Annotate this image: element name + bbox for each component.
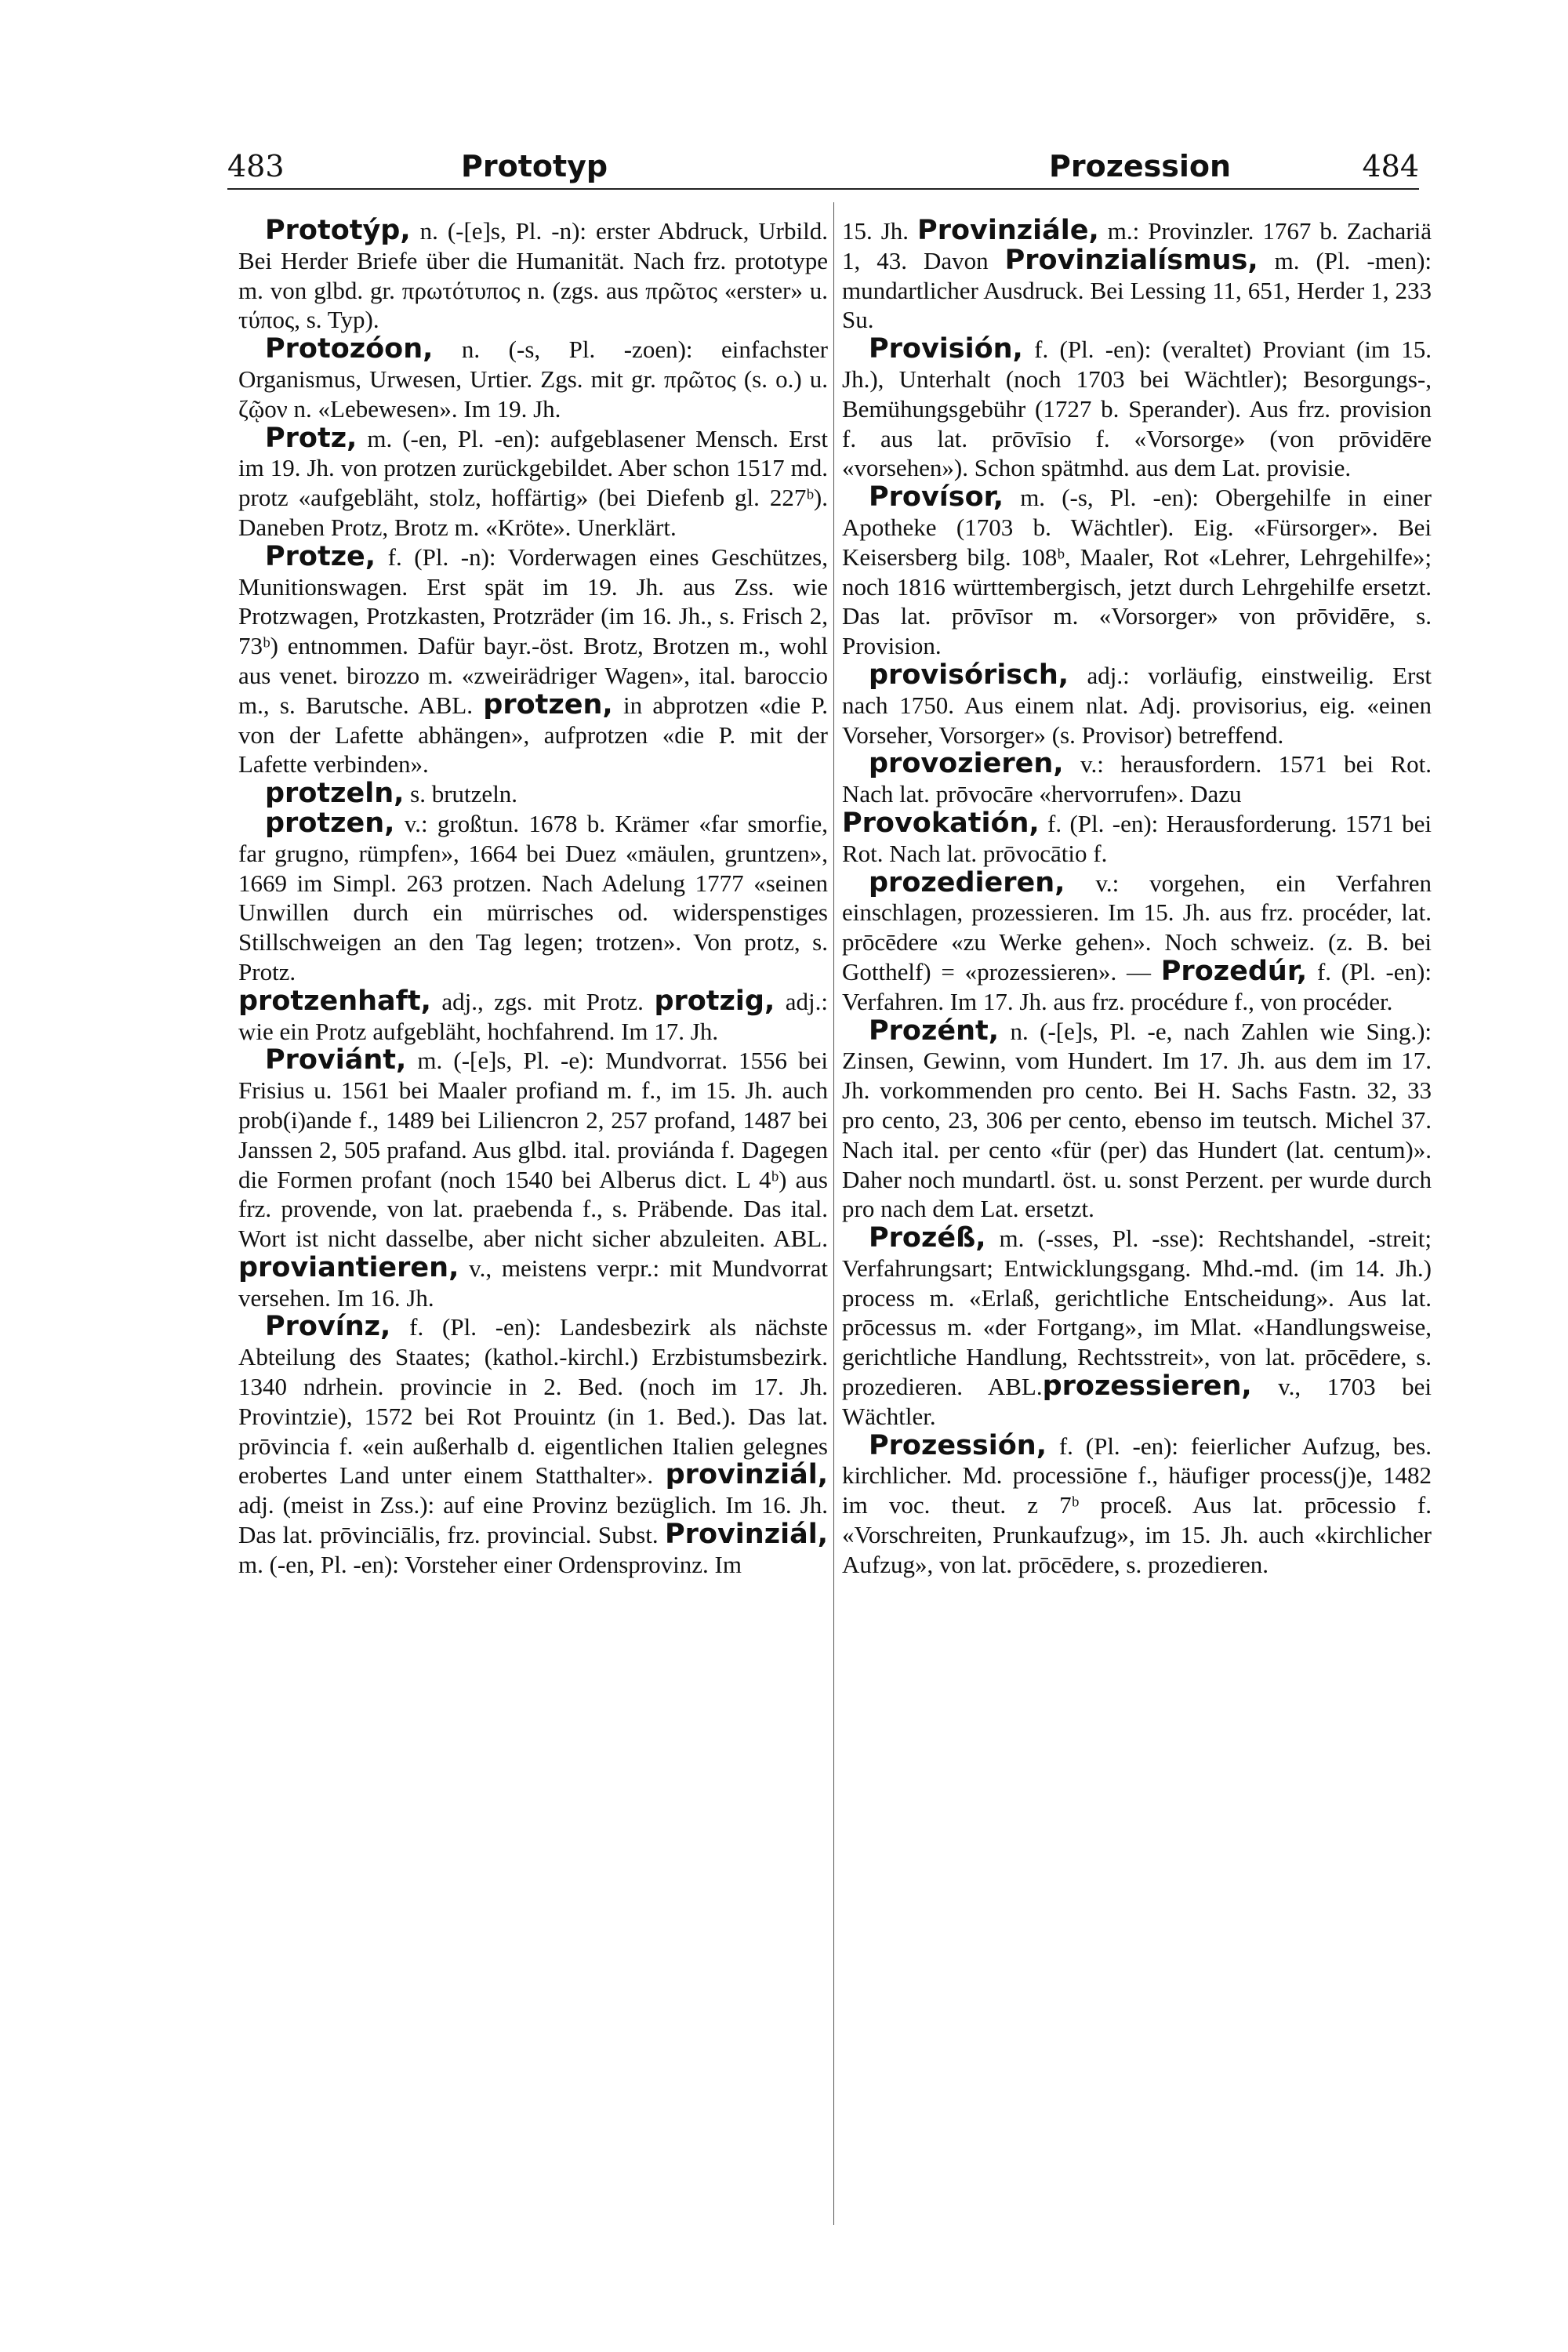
left-running-headword: Prototyp	[461, 149, 608, 183]
entry	[842, 809, 1432, 869]
entry	[842, 750, 1432, 809]
entry-headword: protzen,	[265, 807, 395, 839]
entry-headword: protzen,	[483, 688, 613, 720]
entry	[842, 1014, 1432, 1225]
entry-headword: Provinzialísmus,	[1004, 244, 1258, 276]
entry-text: m. (Pl. -men): mundartlicher Ausdruck. Bei Lessing 11, 651, Herder 1, 233 Su.	[842, 246, 1432, 334]
entry	[238, 1312, 828, 1579]
entry-text: in abprotzen «die P. von der Lafette abhängen», aufprotzen «die P. mit der Lafette verbinden».	[238, 691, 829, 779]
entry-headword: Protz,	[265, 422, 358, 454]
entry	[238, 987, 828, 1047]
entry	[842, 483, 1432, 661]
entry-text: f. (Pl. -en): feierlicher Aufzug, bes. kirchlicher. Md. processiōne f., häufiger process(j)e, 1482 im voc. theut. z 7ᵇ proceß. Aus lat. prōcessio f. «Vorschreiten, Prunkaufzug», im 15. Jh. auch «kirchlicher Aufzug», von lat. prōcēdere, s. prozedieren.	[842, 1432, 1432, 1578]
entry	[238, 809, 828, 987]
entry-headword: Prozént,	[869, 1014, 1000, 1047]
right-page-number: 484	[1362, 149, 1419, 183]
entry-text: adj.: wie ein Protz aufgebläht, hochfahrend. Im 17. Jh.	[238, 987, 828, 1045]
entry-text: f. (Pl. -en): Verfahren. Im 17. Jh. aus frz. procédure f., von procéder.	[842, 957, 1432, 1015]
entry-headword: prozessieren,	[1042, 1370, 1252, 1403]
entry-headword: protzenhaft,	[238, 985, 431, 1017]
entry	[238, 1046, 828, 1312]
entry	[238, 424, 828, 543]
entry-text: n. (-[e]s, Pl. -e, nach Zahlen wie Sing.): Zinsen, Gewinn, vom Hundert. Im 17. Jh. aus dem im 17. Jh. vorkommenden pro cento. Bei H. Sachs Fastn. 32, 33 pro cento, 23, 306 per cento, ebenso im teutsch. Michel 37. Nach ital. per cento «für (per) das Hundert (lat. centum)». Daher noch mundartl. öst. u. sonst Perzent. per wurde durch pro nach dem Lat. ersetzt.	[842, 1017, 1432, 1223]
entry	[842, 216, 1432, 335]
entry-headword: prozedieren,	[869, 866, 1065, 898]
right-column	[842, 216, 1432, 1580]
entry-text: f. (Pl. -en): Herausforderung. 1571 bei Rot. Nach lat. prōvocātio f.	[842, 809, 1432, 867]
entry	[842, 866, 1432, 1017]
entry	[238, 216, 828, 335]
column-divider	[833, 202, 834, 2225]
entry-text: adj.: vorläufig, einstweilig. Erst nach 1750. Aus einem nlat. Adj. provisorius, eig. «einen Vorseher, Vorsorger» (s. Provisor) betreffend.	[842, 661, 1432, 749]
entry-headword: Provínz,	[265, 1311, 391, 1343]
left-page-number: 483	[227, 149, 285, 183]
entry	[842, 1224, 1432, 1432]
entry	[842, 1429, 1432, 1580]
entry-text: v., 1703 bei Wächtler.	[842, 1373, 1432, 1430]
entry	[238, 540, 829, 779]
entry-headword: Prozessión,	[869, 1429, 1047, 1461]
entry-text: f. (Pl. -n): Vorderwagen eines Geschützes, Munitionswagen. Erst spät im 19. Jh. aus Zss. wie Protzwagen, Protzkasten, Protzräder (im 16. Jh., s. Frisch 2, 73ᵇ) entnommen. Dafür bayr.-öst. Brotz, Brotzen m., wohl aus venet. birozzo m. «zweirädriger Wagen», ital. baroccio m., s. Barutsche. ABL.	[238, 543, 828, 719]
entry-text: m. (-en, Pl. -en): aufgeblasener Mensch. Erst im 19. Jh. von protzen zurückgebildet. Aber schon 1517 md. protz «aufgebläht, stolz, hoffärtig» (bei Diefenb gl. 227ᵇ). Daneben Protz, Brotz m. «Kröte». Unerklärt.	[238, 424, 828, 541]
entry-text: s. brutzeln.	[404, 780, 518, 808]
entry-headword: Prototýp,	[265, 215, 411, 246]
entry-headword: provisórisch,	[869, 659, 1069, 691]
right-running-headword: Prozession	[1049, 149, 1232, 183]
entry-headword: Provinziále,	[917, 215, 1099, 246]
entry-headword: protzeln,	[265, 778, 405, 810]
entry	[842, 335, 1432, 483]
entry-headword: provinziál,	[665, 1459, 828, 1491]
entry-text: v.: herausfordern. 1571 bei Rot. Nach lat. prōvocāre «hervorrufen». Dazu	[842, 750, 1432, 808]
entry-headword: Provisión,	[869, 333, 1023, 365]
entry-text: m.: Provinzler. 1767 b. Zachariä 1, 43. Davon	[842, 217, 1432, 274]
entry-text: m. (-[e]s, Pl. -e): Mundvorrat. 1556 bei Frisius u. 1561 bei Maaler profiand m. f., im 15. Jh. auch prob(i)ande f., 1489 bei Liliencron 2, 257 profand, 1487 bei Janssen 2, 505 prafand. Aus glbd. ital. proviánda f. Dagegen die Formen profant (noch 1540 bei Alberus dict. L 4ᵇ) aus frz. provende, von lat. praebenda f., s. Präbende. Das ital. Wort ist nicht dasselbe, aber nicht sicher abzuleiten. ABL.	[238, 1047, 828, 1253]
entry-text: f. (Pl. -en): (veraltet) Proviant (im 15. Jh.), Unterhalt (noch 1703 bei Wächtler); Besorgungs-, Bemühungsgebühr (1727 b. Sperander). Aus frz. provision f. aus lat. prōvīsio f. «Vorsorge» (von prōvidēre «vorsehen»). Schon spätmhd. aus dem Lat. provisie.	[842, 336, 1432, 482]
entry-text: v.: großtun. 1678 b. Krämer «far smorfie, far grugno, rümpfen», 1664 bei Duez «mäulen, gruntzen», 1669 im Simpl. 263 protzen. Nach Adelung 1777 «seinen Unwillen durch ein mürrisches od. widerspenstiges Stillschweigen an den Tag legen; trotzen». Von protz, s. Protz.	[238, 809, 828, 985]
entry-text: v.: vorgehen, ein Verfahren einschlagen, prozessieren. Im 15. Jh. aus frz. procéder, lat. prōcēdere «zu Werke gehen». Noch schweiz. (z. B. bei Gotthelf) = «prozessieren». —	[842, 869, 1432, 985]
entry-text: v., meistens verpr.: mit Mundvorrat versehen. Im 16. Jh.	[238, 1254, 828, 1312]
entry-text: m. (-sses, Pl. -sse): Rechtshandel, -streit; Verfahrungsart; Entwicklungsgang. Mhd.-md. (im 14. Jh.) process m. «Erlaß, gerichtliche Entscheidung». Aus lat. prōcessus m. «der Fortgang», im Mlat. «Handlungsweise, gerichtliche Handlung, Rechtsstreit», von lat. prōcēdere, s. prozedieren. ABL.	[842, 1225, 1432, 1401]
entry-text: adj., zgs. mit Protz.	[430, 987, 644, 1015]
entry	[238, 335, 828, 423]
entry-text: n. (-s, Pl. -zoen): einfachster Organismus, Urwesen, Urtier. Zgs. mit gr. πρῶτος (s. o.) u. ζῷον n. «Lebewesen». Im 19. Jh.	[238, 336, 828, 423]
entry-headword: Protozóon,	[265, 333, 434, 365]
entry-headword: Provokatión,	[842, 807, 1040, 839]
entry-text: 15. Jh.	[842, 217, 909, 245]
entry-headword: Prozedúr,	[1160, 955, 1308, 987]
entry-text: adj. (meist in Zss.): auf eine Provinz bezüglich. Im 16. Jh. Das lat. prōvinciālis, frz. provincial. Subst.	[238, 1491, 828, 1549]
entry-headword: Provinziál,	[665, 1519, 828, 1551]
entry-headword: protzig,	[654, 985, 775, 1017]
entry-headword: Provísor,	[869, 481, 1004, 514]
entry-headword: Protze,	[265, 540, 376, 572]
entry	[238, 779, 828, 809]
entry	[842, 661, 1432, 750]
entry-headword: Proviánt,	[265, 1044, 407, 1076]
entry-text: m. (-en, Pl. -en): Vorsteher einer Ordensprovinz. Im	[238, 1550, 742, 1578]
entry-headword: provozieren,	[869, 748, 1064, 780]
header-rule	[227, 188, 1419, 190]
entry-headword: proviantieren,	[238, 1251, 459, 1283]
entry-text: f. (Pl. -en): Landesbezirk als nächste Abteilung des Staates; (kathol.-kirchl.) Erzbistumsbezirk. 1340 ndrhein. provincie in 2. Bed. (noch im 17. Jh. Provintzie), 1572 bei Rot Prouintz (in 1. Bed.). Das lat. prōvincia f. «ein außerhalb d. eigentlichen Italien gelegnes erobertes Land unter einem Statthalter».	[238, 1313, 828, 1490]
entry-text: m. (-s, Pl. -en): Obergehilfe in einer Apotheke (1703 b. Wächtler). Eig. «Fürsorger». Bei Keisersberg bilg. 108ᵇ, Maaler, Rot «Lehrer, Lehrgehilfe»; noch 1816 württembergisch, jetzt durch Lehrgehilfe ersetzt. Das lat. prōvīsor m. «Vorsorger» von prōvidēre, s. Provision.	[842, 484, 1432, 660]
entry-text: n. (-[e]s, Pl. -n): erster Abdruck, Urbild. Bei Herder Briefe über die Humanität. Nach frz. prototype m. von glbd. gr. πρωτότυπος n. (zgs. aus πρῶτος «erster» u. τύπος, s. Typ).	[238, 217, 828, 334]
left-column	[238, 216, 828, 1580]
entry-headword: Prozéß,	[869, 1222, 986, 1254]
